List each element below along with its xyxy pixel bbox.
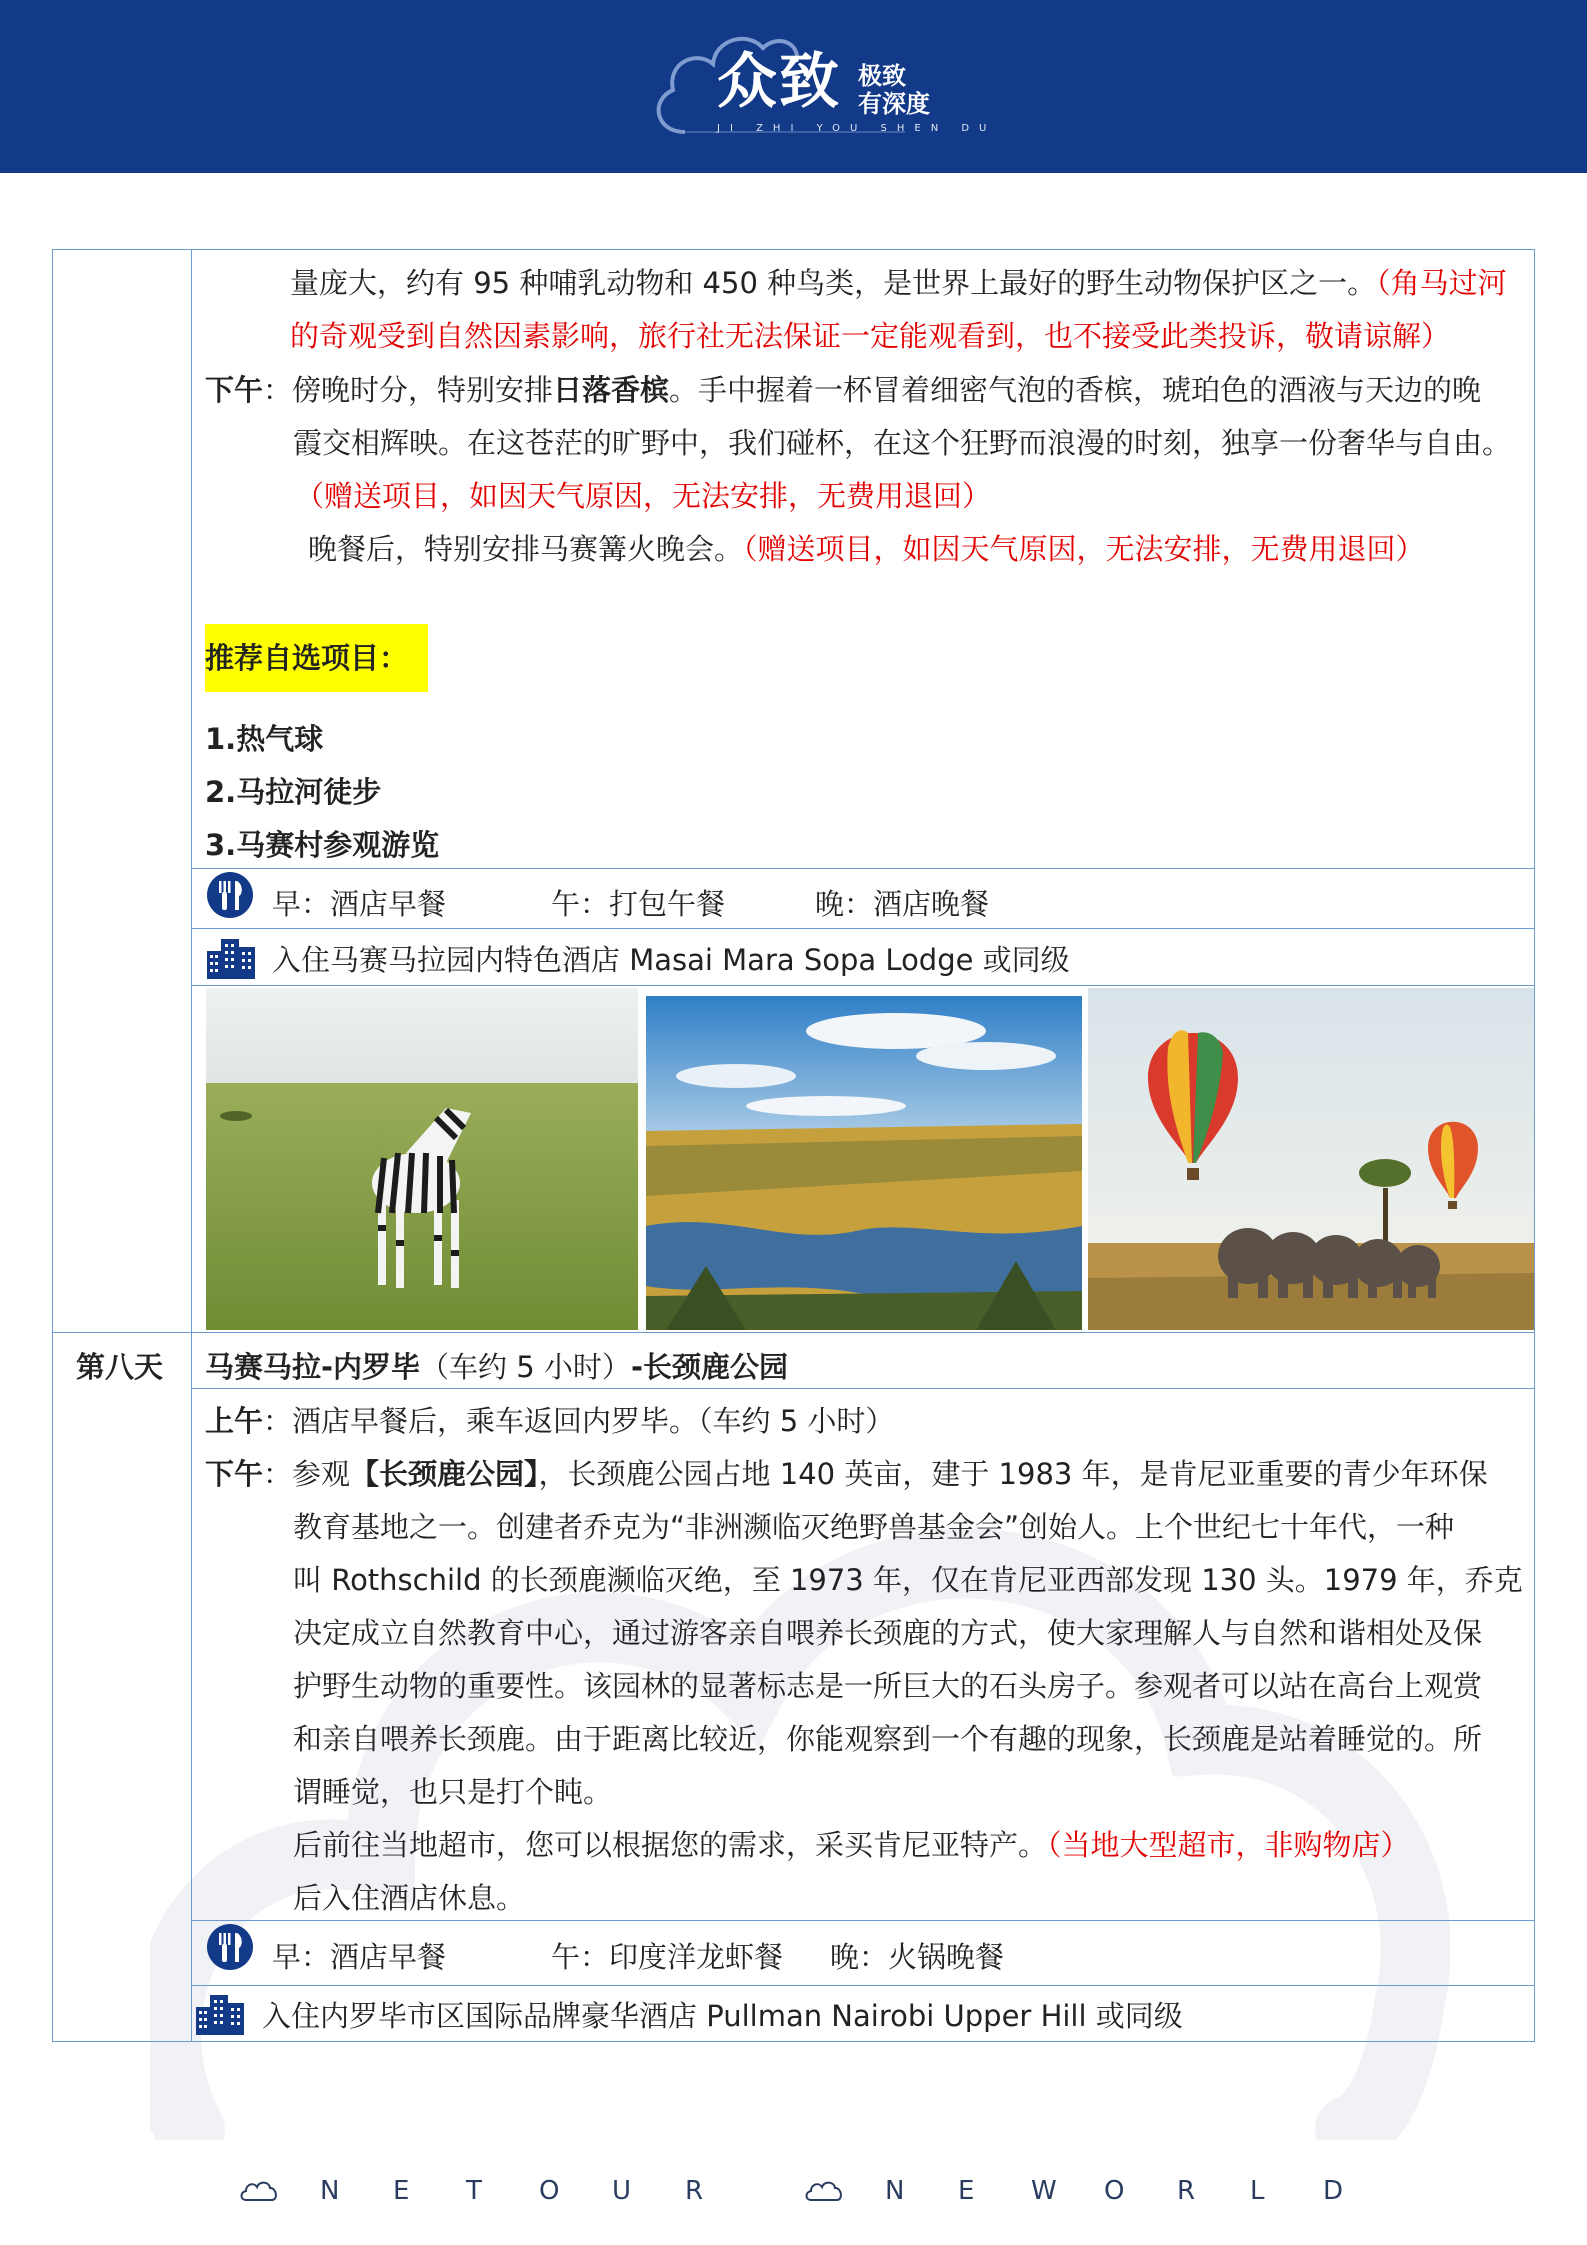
- river-savanna-photo: [646, 996, 1082, 1330]
- fork-knife-icon: [205, 1922, 255, 1972]
- evening-text: 晚餐后，特别安排马赛篝火晚会。: [308, 532, 744, 566]
- footer-letter: R: [1177, 2176, 1196, 2206]
- afternoon-label: 下午: [205, 373, 264, 407]
- zebra-photo: [206, 988, 638, 1330]
- row-divider: [192, 868, 1534, 869]
- row-divider: [192, 928, 1534, 929]
- afternoon-line: [205, 370, 1481, 410]
- footer-letter: E: [393, 2176, 410, 2206]
- hotel-text: 入住内罗毕市区国际品牌豪华酒店 Pullman Nairobi Upper Hill 或同级: [262, 1999, 1183, 2033]
- meal-lunch: 午：印度洋龙虾餐: [551, 1940, 784, 1974]
- afternoon-highlight: 日落香槟: [553, 373, 670, 407]
- footer-netour: [320, 2176, 758, 2206]
- description-line: 教育基地之一。创建者乔克为“非洲濒临灭绝野兽基金会”创始人。上个世纪七十年代，一种: [293, 1510, 1455, 1544]
- afternoon-text: ：傍晚时分，特别安排: [263, 373, 554, 407]
- supermarket-line: [293, 1825, 1410, 1865]
- fork-knife-icon: [205, 870, 255, 920]
- day-column: [53, 250, 192, 2041]
- supermarket-text: 后前往当地超市，您可以根据您的需求，采买肯尼亚特产。: [293, 1828, 1048, 1862]
- meal-breakfast: 早：酒店早餐: [272, 887, 447, 921]
- afternoon-label: 下午: [205, 1457, 264, 1491]
- footer-letter: W: [1031, 2176, 1057, 2206]
- hotel-building-icon: [194, 1993, 246, 2037]
- meal-lunch: 午：打包午餐: [551, 887, 726, 921]
- brand-tagline-line1: 极致: [858, 62, 906, 90]
- row-divider: [192, 985, 1534, 986]
- description-line: 护野生动物的重要性。该园林的显著标志是一所巨大的石头房子。参观者可以站在高台上观赏: [293, 1669, 1483, 1703]
- meal-dinner: 晚：酒店晚餐: [815, 887, 990, 921]
- afternoon-text-cont: 。手中握着一杯冒着细密气泡的香槟，琥珀色的酒液与天边的晚: [669, 373, 1482, 407]
- intro-line: [290, 263, 1507, 303]
- afternoon-text-cont: ，长颈鹿公园占地 140 英亩，建于 1983 年，是肯尼亚重要的青少年环保: [538, 1457, 1488, 1491]
- brand-name: 众致: [717, 47, 841, 117]
- optional-item: 1.热气球: [205, 722, 324, 756]
- meal-dinner: 晚：火锅晚餐: [830, 1940, 1005, 1974]
- footer-neworld: [885, 2176, 1396, 2206]
- footer-letter: D: [1323, 2176, 1344, 2206]
- footer-letter: O: [1104, 2176, 1125, 2206]
- hotel-building-icon: [205, 937, 257, 981]
- description-line: 叫 Rothschild 的长颈鹿濒临灭绝，至 1973 年，仅在肯尼亚西部发现 130 头。1979 年，乔克: [293, 1563, 1523, 1597]
- footer-letter: N: [320, 2176, 340, 2206]
- morning-line: [205, 1401, 894, 1441]
- intro-text: 量庞大，约有 95 种哺乳动物和 450 种鸟类，是世界上最好的野生动物保护区之一。: [290, 266, 1377, 300]
- footer-letter: N: [885, 2176, 905, 2206]
- hot-air-balloon-photo: [1088, 988, 1534, 1330]
- brand-pinyin: JI ZHI YOU SHEN DU: [717, 123, 997, 134]
- rest-line: 后入住酒店休息。: [293, 1881, 526, 1915]
- description-line: 决定成立自然教育中心，通过游客亲自喂养长颈鹿的方式，使大家理解人与自然和谐相处及保: [293, 1616, 1483, 1650]
- optional-title: 推荐自选项目：: [205, 624, 428, 692]
- intro-note: （角马过河: [1376, 266, 1507, 300]
- giraffe-park-highlight: 【长颈鹿公园】: [350, 1457, 539, 1491]
- row-divider: [192, 1388, 1534, 1389]
- footer-letter: T: [466, 2176, 482, 2206]
- day-label: 第八天: [76, 1350, 164, 1384]
- morning-label: 上午: [205, 1404, 264, 1438]
- cloud-icon: [805, 2178, 845, 2204]
- brand-logo: [645, 22, 997, 152]
- row-divider: [192, 1985, 1534, 1986]
- brand-tagline: [858, 62, 948, 118]
- description-line: 和亲自喂养长颈鹿。由于距离比较近，你能观察到一个有趣的现象，长颈鹿是站着睡觉的。所: [293, 1722, 1483, 1756]
- supermarket-note: （当地大型超市，非购物店）: [1047, 1828, 1410, 1862]
- cloud-icon: [240, 2178, 280, 2204]
- footer-letter: L: [1250, 2176, 1265, 2206]
- description-line: 谓睡觉，也只是打个盹。: [293, 1775, 613, 1809]
- morning-text: ：酒店早餐后，乘车返回内罗毕。（车约 5 小时）: [263, 1404, 895, 1438]
- optional-item: 3.马赛村参观游览: [205, 828, 440, 862]
- brand-tagline-line2: 有深度: [858, 90, 930, 118]
- day-title-destination: -长颈鹿公园: [630, 1350, 788, 1384]
- footer-letter: E: [958, 2176, 975, 2206]
- afternoon-line-2: 霞交相辉映。在这苍茫的旷野中，我们碰杯，在这个狂野而浪漫的时刻，独享一份奢华与自由。: [293, 426, 1512, 460]
- row-divider: [192, 1920, 1534, 1921]
- day-title: [205, 1347, 788, 1387]
- intro-note-line: 的奇观受到自然因素影响，旅行社无法保证一定能观看到，也不接受此类投诉，敬请谅解）: [290, 319, 1451, 353]
- row-divider: [53, 1332, 1534, 1333]
- evening-note: （赠送项目，如因天气原因，无法安排，无费用退回）: [743, 532, 1425, 566]
- page-header: [0, 0, 1587, 173]
- day-title-route: 马赛马拉-内罗毕: [205, 1350, 421, 1384]
- footer-letter: R: [685, 2176, 704, 2206]
- afternoon-text: ：参观: [263, 1457, 351, 1491]
- footer-letter: O: [539, 2176, 560, 2206]
- optional-item: 2.马拉河徒步: [205, 775, 382, 809]
- afternoon-note: （赠送项目，如因天气原因，无法安排，无费用退回）: [295, 479, 992, 513]
- hotel-text: 入住马赛马拉园内特色酒店 Masai Mara Sopa Lodge 或同级: [272, 943, 1070, 977]
- day-title-duration: （车约 5 小时）: [420, 1350, 631, 1384]
- day8-afternoon-line: [205, 1454, 1488, 1494]
- footer-letter: U: [612, 2176, 632, 2206]
- evening-line: [308, 529, 1425, 569]
- meal-breakfast: 早：酒店早餐: [272, 1940, 447, 1974]
